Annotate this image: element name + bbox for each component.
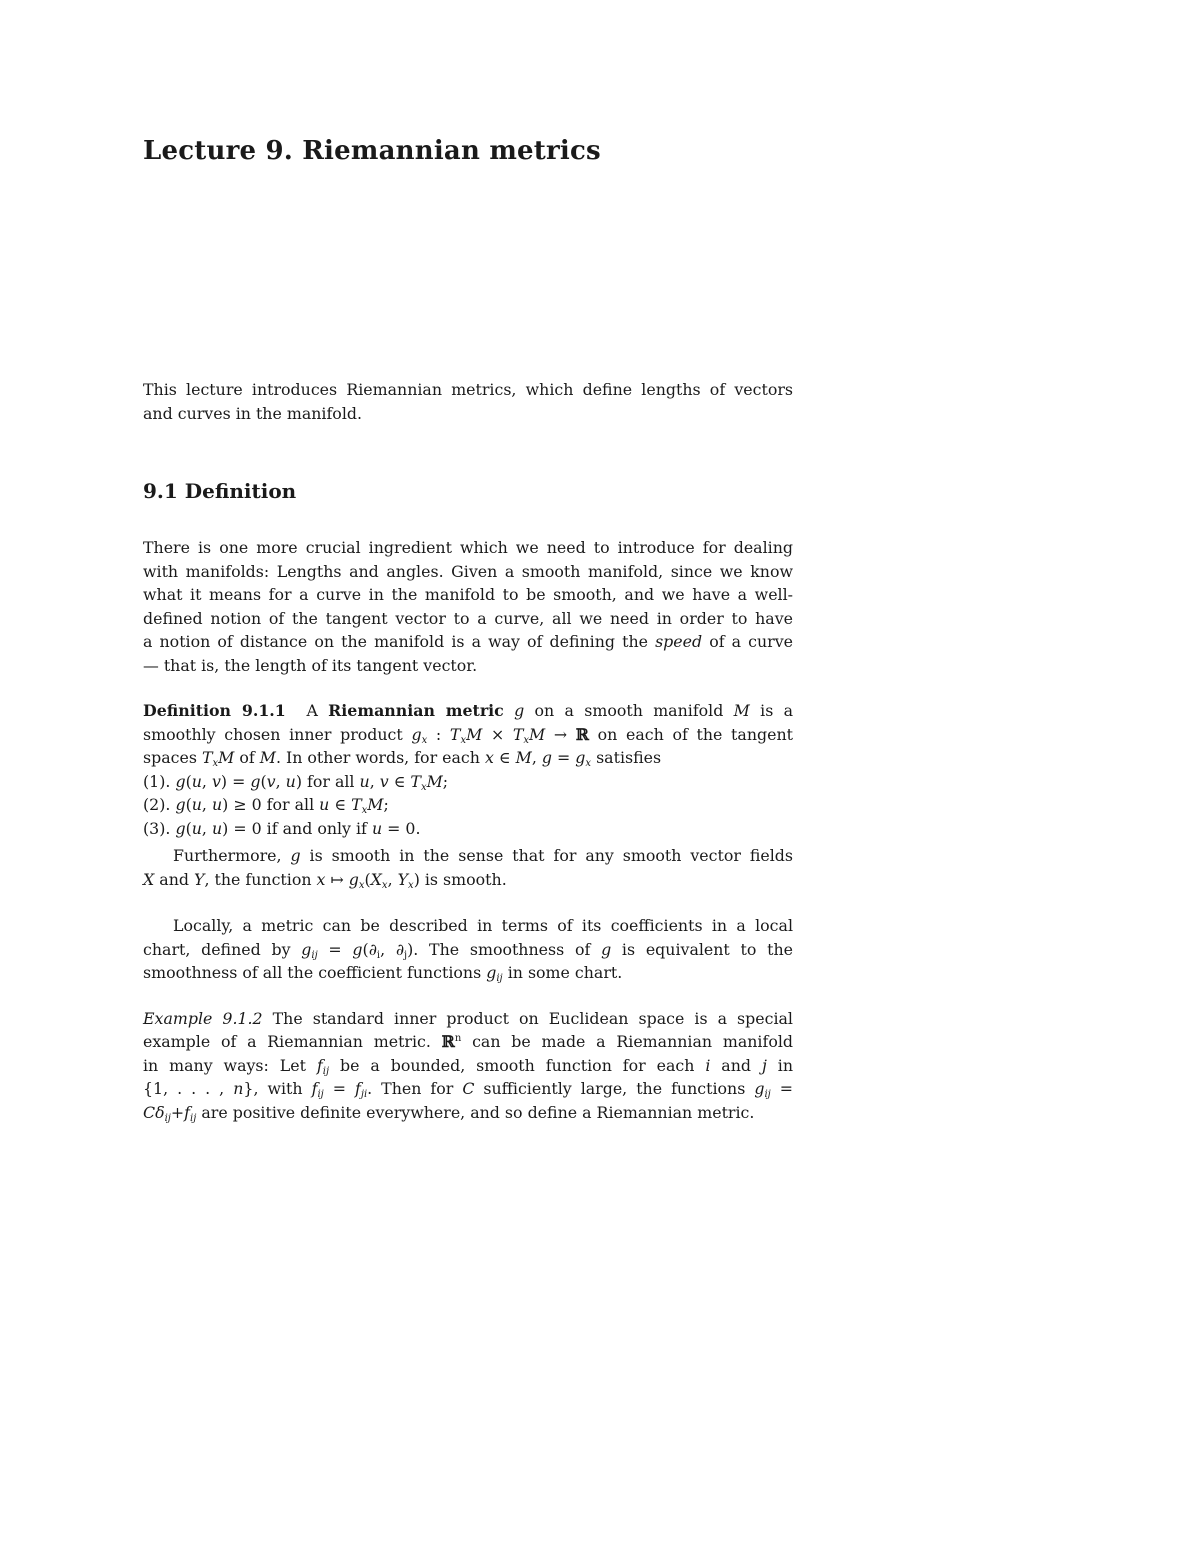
smoothness-paragraph [143,844,793,891]
para-line: a notion of distance on the manifold is a way of defining the speed of a curve [143,632,793,651]
intro-line-2: and curves in the manifold. [143,403,363,423]
local-line-2: chart, defined by $g_{ij} = g(\partial_i$, $\partial_j$). The smoothness of g is equivalent to the [143,939,793,961]
local-line-3: smoothness of all the coefficient functions $g_{ij}$ in some chart. [143,963,623,984]
example-line-5: $C\delta_{ij}+f_{ij}$ are positive definite everywhere, and so define a Riemannian metric. [143,1102,755,1124]
para-line: defined notion of the tangent vector to a curve, all we need in order to have [143,608,793,628]
chapter-title: Lecture 9. Riemannian metrics [143,136,601,166]
def-line-1: Definition 9.1.1 A Riemannian metric g on a smooth manifold M is a [143,701,794,720]
intro-paragraph [143,378,793,425]
section-title: 9.1 Definition [143,479,297,503]
para-line: — that is, the length of its tangent vector. [143,655,478,675]
def-line-2: smoothly chosen inner product $g_x$ : $T_xM \times T_xM$ → ℝ on each of the tangent [143,724,793,746]
smooth-line-2: X and Y, the function x ↦ $g_x(X_x$, $Y_x$) is smooth. [143,869,507,891]
example-block [143,1007,793,1125]
condition-2: (2). g(u, u) ≥ 0 for all u ∈ $T_xM$; [143,795,389,816]
local-line-1: Locally, a metric can be described in terms of its coefficients in a local [173,916,793,935]
example-line-1: Example 9.1.2 The standard inner product on Euclidean space is a special [143,1008,793,1028]
condition-3: (3). g(u, u) = 0 if and only if u = 0. [143,818,421,838]
def-line-3: spaces $T_xM$ of M. In other words, for each x ∈ M, $g = g_x$ satisfies [143,748,662,769]
motivation-paragraph [143,536,793,677]
para-line: There is one more crucial ingredient which we need to introduce for dealing [143,538,793,557]
para-line: what it means for a curve in the manifold to be smooth, and we have a well- [143,585,793,604]
smooth-line-1: Furthermore, g is smooth in the sense that for any smooth vector fields [173,846,793,865]
definition-block [143,699,793,840]
condition-1: (1). g(u, v) = g(v, u) for all u, v ∈ $T_xM$; [143,771,449,793]
intro-line-1: This lecture introduces Riemannian metrics, which define lengths of vectors [143,380,793,399]
example-line-2: example of a Riemannian metric. ℝ$^n$ can be made a Riemannian manifold [143,1032,793,1051]
definition-label: Definition 9.1.1 [143,701,286,720]
section-body [143,536,793,1124]
definition-term: Riemannian metric [328,701,504,720]
locally-paragraph [143,914,793,985]
para-line: with manifolds: Lengths and angles. Given a smooth manifold, since we know [143,561,793,581]
example-line-4: {1, . . . , n}, with $f_{ij} = f_{ji}$. Then for C sufficiently large, the functions $g_{ij}$ = [143,1079,793,1100]
example-line-3: in many ways: Let $f_{ij}$ be a bounded, smooth function for each i and j in [143,1055,793,1077]
example-label: Example 9.1.2 [143,1008,263,1028]
